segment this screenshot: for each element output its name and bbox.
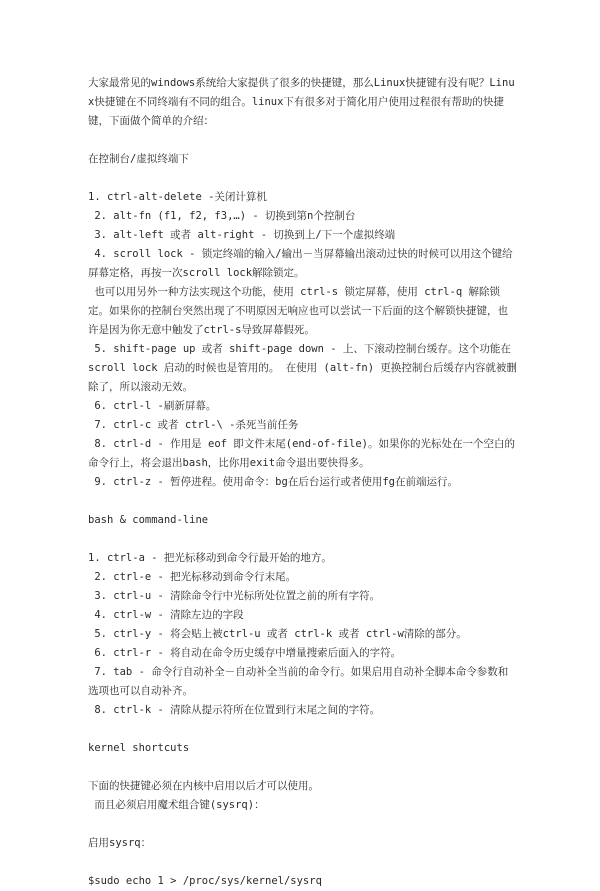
bash-item-5: 5. ctrl-y - 将会贴上被ctrl-u 或者 ctrl-k 或者 ctrl-w清除的部分。 bbox=[88, 628, 467, 640]
kernel-line-2: 而且必须启用魔术组合键(sysrq)： bbox=[88, 799, 265, 811]
spacer bbox=[88, 169, 518, 188]
spacer bbox=[88, 530, 518, 549]
enable-sysrq-label: 启用sysrq： bbox=[88, 837, 152, 849]
bash-item-6: 6. ctrl-r - 将自动在命令历史缓存中增量搜索后面入的字符。 bbox=[88, 647, 402, 659]
bash-item-8: 8. ctrl-k - 清除从提示符所在位置到行末尾之间的字符。 bbox=[88, 704, 381, 716]
spacer bbox=[88, 758, 518, 777]
console-item-9: 9. ctrl-z - 暂停进程。使用命令：bg在后台运行或者使用fg在前端运行。 bbox=[88, 476, 458, 488]
console-item-7: 7. ctrl-c 或者 ctrl-\ -杀死当前任务 bbox=[88, 419, 299, 431]
section-heading-kernel: kernel shortcuts bbox=[88, 742, 190, 754]
spacer bbox=[88, 492, 518, 511]
console-item-4: 4. scroll lock - 锁定终端的输入/输出－当屏幕输出滚动过快的时候可以用这个键给屏幕定格，再按一次scroll lock解除锁定。 bbox=[88, 248, 513, 279]
kernel-line-1: 下面的快捷键必须在内核中启用以后才可以使用。 bbox=[88, 780, 319, 792]
spacer bbox=[88, 720, 518, 739]
console-item-5: 5. shift-page up 或者 shift-page down - 上、下滚动控制台缓存。这个功能在 scroll lock 启动的时候也是管用的。 在使用 (alt-fn) 更换控制台后缓存内容就被删除了，所以滚动无效。 bbox=[88, 343, 518, 393]
section-heading-bash: bash & command-line bbox=[88, 514, 209, 526]
console-item-4-note: 也可以用另外一种方法实现这个功能，使用 ctrl-s 锁定屏幕，使用 ctrl-q 解除锁定。如果你的控制台突然出现了不明原因无响应也可以尝试一下后面的这个解锁快捷键，也许是因为你无意中触发了ctrl-s导致屏幕假死。 bbox=[88, 286, 508, 336]
console-item-6: 6. ctrl-l -刷新屏幕。 bbox=[88, 400, 217, 412]
bash-item-7: 7. tab - 命令行自动补全－自动补全当前的命令行。如果启用自动补全脚本命令参数和选项也可以自动补齐。 bbox=[88, 666, 509, 697]
console-item-2: 2. alt-fn (f1, f2, f3,…) - 切换到第n个控制台 bbox=[88, 210, 356, 222]
bash-item-1: 1. ctrl-a - 把光标移动到命令行最开始的地方。 bbox=[88, 552, 332, 564]
document-page bbox=[88, 74, 518, 891]
spacer bbox=[88, 815, 518, 834]
console-item-8: 8. ctrl-d - 作用是 eof 即文件末尾(end-of-file)。如果你的光标处在一个空白的命令行上，将会退出bash，比你用exit命令退出要快得多。 bbox=[88, 438, 515, 469]
console-item-3: 3. alt-left 或者 alt-right - 切换到上/下一个虚拟终端 bbox=[88, 229, 396, 241]
bash-item-2: 2. ctrl-e - 把光标移动到命令行末尾。 bbox=[88, 571, 297, 583]
spacer bbox=[88, 853, 518, 872]
intro-paragraph: 大家最常见的windows系统给大家提供了很多的快捷键，那么Linux快捷键有没有呢？Linux快捷键在不同终端有不同的组合。linux下有很多对于简化用户使用过程很有帮助的快捷键，下面做个简单的介绍： bbox=[88, 77, 515, 127]
bash-item-4: 4. ctrl-w - 清除左边的字段 bbox=[88, 609, 244, 621]
sysrq-command: $sudo echo 1 > /proc/sys/kernel/sysrq bbox=[88, 875, 322, 887]
bash-item-3: 3. ctrl-u - 清除命令行中光标所处位置之前的所有字符。 bbox=[88, 590, 381, 602]
section-heading-console: 在控制台/虚拟终端下 bbox=[88, 153, 189, 165]
spacer bbox=[88, 131, 518, 150]
console-item-1: 1. ctrl-alt-delete -关闭计算机 bbox=[88, 191, 267, 203]
